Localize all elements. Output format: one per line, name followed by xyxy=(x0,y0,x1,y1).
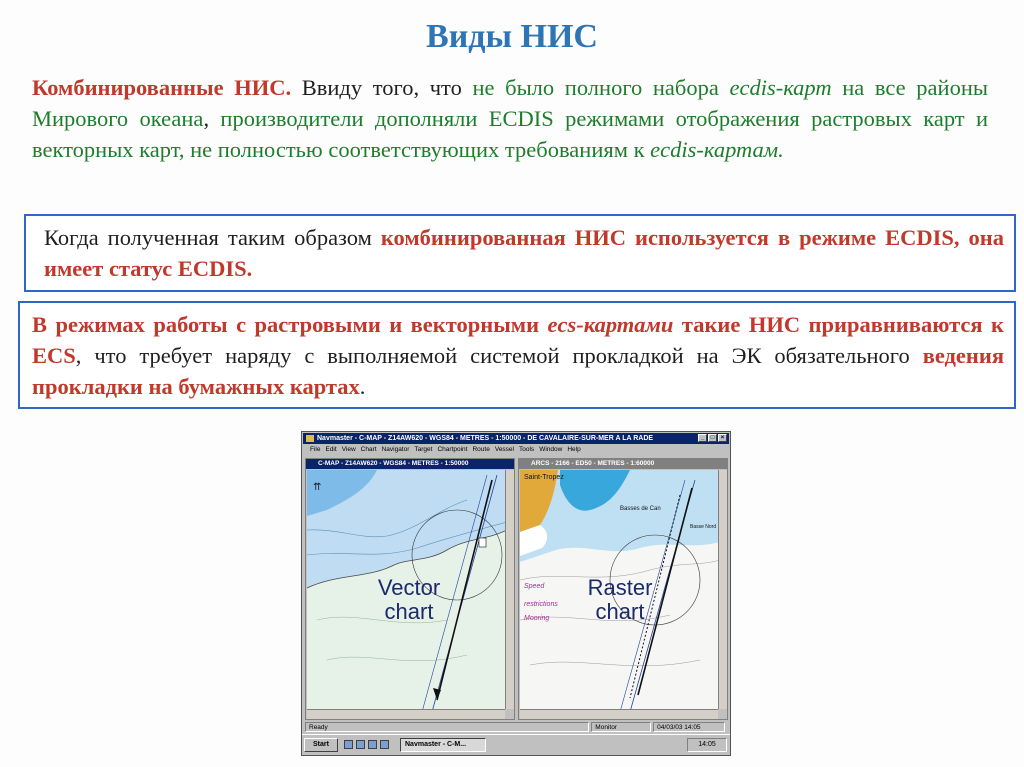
status-ready: Ready xyxy=(305,722,589,732)
box2-text-1: , что требует наряду с выполняемой системой прокладкой на ЭК обязательного xyxy=(75,343,923,368)
status-monitor: Monitor xyxy=(591,722,651,732)
quicklaunch-icon-3[interactable] xyxy=(368,740,377,749)
raster-horizontal-scrollbar[interactable] xyxy=(520,709,718,719)
menu-bar xyxy=(304,445,728,455)
quicklaunch-icon-4[interactable] xyxy=(380,740,389,749)
maximize-icon[interactable]: □ xyxy=(708,434,717,442)
taskbar-clock: 14:05 xyxy=(687,738,727,752)
quicklaunch-icon-1[interactable] xyxy=(344,740,353,749)
svg-text:⇈: ⇈ xyxy=(313,482,322,493)
intro-paragraph xyxy=(32,72,988,165)
status-bar xyxy=(305,722,727,732)
menu-target[interactable]: Target xyxy=(414,446,433,453)
taskbar xyxy=(302,734,730,755)
intro-green-italic-1: ecdis-карт xyxy=(729,75,832,100)
menu-view[interactable]: View xyxy=(341,446,356,453)
menu-navigator[interactable]: Navigator xyxy=(381,446,410,453)
menu-file[interactable]: File xyxy=(310,446,321,453)
menu-route[interactable]: Route xyxy=(472,446,490,453)
raster-saint-tropez-label: Saint-Tropez xyxy=(524,474,564,481)
raster-basse-nord-label: Basse Nord xyxy=(690,524,717,530)
app-icon xyxy=(306,435,314,442)
box2-highlight-2: такие НИС приравниваются к ECS xyxy=(32,312,1004,368)
raster-panel-title: ARCS - 2166 - ED50 - METRES - 1:60000 xyxy=(519,459,727,469)
intro-green-italic-2: ecdis-картам. xyxy=(650,137,784,162)
box1-highlight: комбинированная НИС используется в режиме ECDIS, она имеет статус ECDIS. xyxy=(44,225,1004,281)
raster-chart-panel[interactable] xyxy=(518,458,728,720)
intro-text-1: Ввиду того, что xyxy=(291,75,473,100)
minimize-icon[interactable]: _ xyxy=(698,434,707,442)
ecs-mode-box xyxy=(18,301,1016,409)
box2-highlight-italic: ecs-картами xyxy=(547,312,674,337)
intro-text-2: , xyxy=(203,106,221,131)
box2-text-2: . xyxy=(359,374,366,399)
menu-chart[interactable]: Chart xyxy=(360,446,377,453)
vector-chart-panel[interactable] xyxy=(305,458,515,720)
raster-vertical-scrollbar[interactable] xyxy=(718,470,727,709)
menu-vessel[interactable]: Vessel xyxy=(494,446,514,453)
intro-green-2: на все районы Мирового океана xyxy=(32,75,988,131)
menu-edit[interactable]: Edit xyxy=(325,446,337,453)
box1-text: Когда полученная таким образом xyxy=(44,225,381,250)
taskbar-navmaster-item[interactable]: Navmaster - C-M... xyxy=(400,738,486,752)
menu-tools[interactable]: Tools xyxy=(519,446,535,453)
start-button[interactable]: Start xyxy=(304,738,338,752)
status-date: 04/03/03 14:05 xyxy=(653,722,725,732)
vector-chart-label: Vector chart xyxy=(377,575,441,624)
slide-title: Виды НИС xyxy=(426,18,598,55)
vector-chart-map[interactable] xyxy=(307,470,505,709)
raster-restrictions-label: restrictions xyxy=(524,601,558,608)
navmaster-screenshot xyxy=(301,431,731,756)
raster-chart-map[interactable] xyxy=(520,470,718,709)
vector-horizontal-scrollbar[interactable] xyxy=(307,709,505,719)
raster-mooring-label: Mooring xyxy=(524,615,550,622)
box2-highlight-1: В режимах работы с растровыми и векторными xyxy=(32,312,548,337)
box2-highlight-3: ведения прокладки на бумажных картах xyxy=(32,343,1004,399)
window-title: Navmaster - C-MAP - Z14AW620 - WGS84 - METRES - 1:50000 - DE CAVALAIRE-SUR-MER A LA RADE xyxy=(317,435,654,442)
menu-chartpoint[interactable]: Chartpoint xyxy=(437,446,468,453)
navmaster-titlebar xyxy=(303,433,729,444)
raster-speed-label: Speed xyxy=(524,583,545,590)
intro-lead: Комбинированные НИС. xyxy=(32,75,292,100)
raster-chart-label: Raster chart xyxy=(587,575,653,624)
menu-window[interactable]: Window xyxy=(539,446,563,453)
quicklaunch-icon-2[interactable] xyxy=(356,740,365,749)
menu-help[interactable]: Help xyxy=(567,446,581,453)
intro-green-3: производители дополняли ECDIS режимами отображения растровых карт и векторных карт, не полностью соответствующих требованиям к xyxy=(32,106,988,162)
raster-basses-label: Basses de Can xyxy=(620,506,661,512)
close-icon[interactable]: × xyxy=(718,434,727,442)
ecdis-status-box xyxy=(24,214,1016,292)
vector-vertical-scrollbar[interactable] xyxy=(505,470,514,709)
intro-green-1: не было полного набора xyxy=(472,75,730,100)
vector-panel-title: C-MAP - Z14AW620 - WGS84 - METRES - 1:50000 xyxy=(306,459,514,469)
